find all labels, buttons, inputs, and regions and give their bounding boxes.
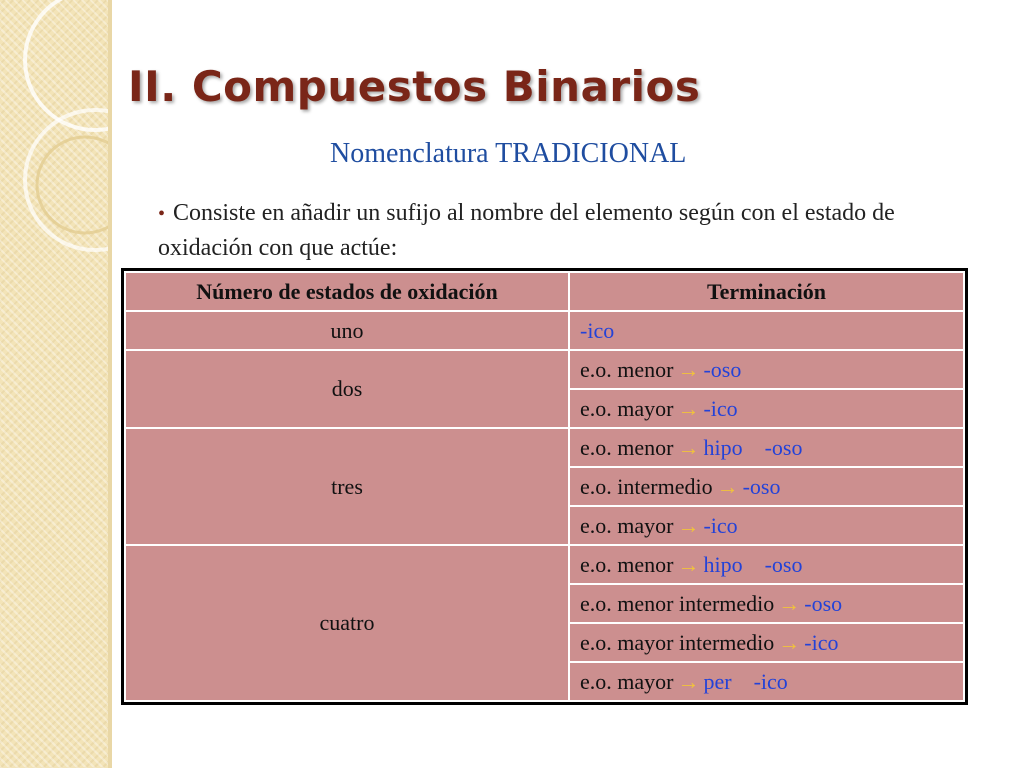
table-row: [125, 311, 964, 350]
suffix-text: -oso: [804, 590, 843, 616]
table-row: [125, 350, 964, 389]
arrow-icon: →: [677, 551, 700, 577]
suffix-text: -ico: [580, 317, 615, 343]
table-row: [125, 428, 964, 467]
header-count: Número de estados de oxidación: [125, 272, 569, 311]
decorative-side-strip: [0, 0, 112, 768]
ending-cell: [569, 545, 964, 584]
suffix-text: -ico: [703, 512, 738, 538]
ending-cell: [569, 311, 964, 350]
suffix-text: -ico: [804, 629, 839, 655]
suffix-text: -ico: [703, 395, 738, 421]
ending-cell: [569, 506, 964, 545]
ending-cell: [569, 584, 964, 623]
slide-subtitle: Nomenclatura TRADICIONAL: [330, 138, 687, 169]
state-label: e.o. intermedio: [580, 473, 713, 499]
arrow-icon: →: [677, 668, 700, 694]
arrow-icon: →: [677, 395, 700, 421]
state-label: e.o. menor intermedio: [580, 590, 775, 616]
count-cell: uno: [125, 311, 569, 350]
arrow-icon: →: [677, 356, 700, 382]
suffix-text: -oso: [703, 356, 742, 382]
state-label: e.o. menor: [580, 356, 674, 382]
prefix-text: per: [703, 668, 732, 694]
arrow-icon: →: [677, 434, 700, 460]
slide-title: II. Compuestos Binarios: [128, 62, 701, 111]
bullet-text: Consiste en añadir un sufijo al nombre del elemento según con el estado de oxidación con que actúe:: [158, 200, 895, 261]
count-cell: dos: [125, 350, 569, 428]
arrow-icon: →: [716, 473, 739, 499]
arrow-icon: →: [778, 629, 801, 655]
count-cell: tres: [125, 428, 569, 545]
bullet-dot-icon: •: [158, 203, 166, 225]
ending-cell: [569, 467, 964, 506]
state-label: e.o. menor: [580, 434, 674, 460]
swirl-ornament: [0, 0, 112, 768]
state-label: e.o. mayor: [580, 512, 674, 538]
arrow-icon: →: [677, 512, 700, 538]
header-ending: Terminación: [569, 272, 964, 311]
ending-cell: [569, 350, 964, 389]
arrow-icon: →: [778, 590, 801, 616]
ending-cell: [569, 662, 964, 701]
state-label: e.o. mayor: [580, 668, 674, 694]
prefix-text: hipo: [703, 434, 743, 460]
ending-cell: [569, 389, 964, 428]
table-header-row: [125, 272, 964, 311]
suffix-text: -oso: [742, 473, 781, 499]
oxidation-suffix-table: [124, 271, 965, 702]
suffix-text: -oso: [764, 551, 803, 577]
ending-cell: [569, 623, 964, 662]
ending-cell: [569, 428, 964, 467]
state-label: e.o. mayor intermedio: [580, 629, 775, 655]
bullet-paragraph: [158, 196, 958, 265]
suffix-text: -ico: [753, 668, 788, 694]
state-label: e.o. menor: [580, 551, 674, 577]
prefix-text: hipo: [703, 551, 743, 577]
suffix-text: -oso: [764, 434, 803, 460]
table-row: [125, 545, 964, 584]
strip-edge: [108, 0, 112, 768]
state-label: e.o. mayor: [580, 395, 674, 421]
count-cell: cuatro: [125, 545, 569, 701]
